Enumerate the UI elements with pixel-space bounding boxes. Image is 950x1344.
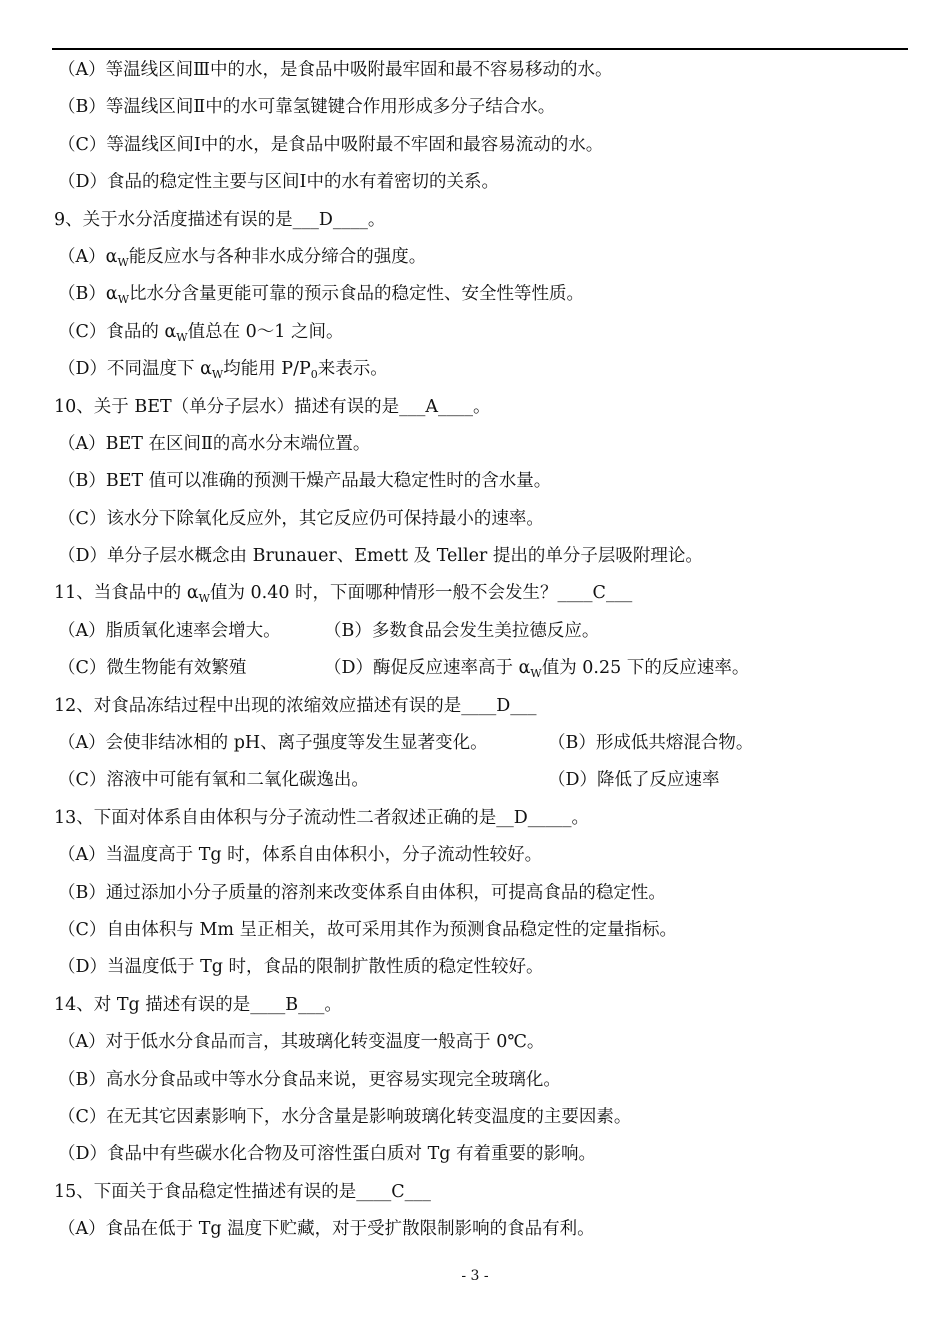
text: （D）食品中有些碳水化合物及可溶性蛋白质对 Tg 有着重要的影响。 xyxy=(58,1144,597,1165)
question-line xyxy=(54,688,914,725)
text: （A）对于低水分食品而言，其玻璃化转变温度一般高于 0℃。 xyxy=(58,1032,545,1053)
text: 值为 0.40 时，下面哪种情形一般不会发生？____C___ xyxy=(209,583,633,604)
text-segment xyxy=(58,949,544,986)
text: （B）α xyxy=(58,284,118,305)
text-segment xyxy=(58,762,548,799)
text-segment xyxy=(58,650,324,687)
option-line xyxy=(54,650,914,687)
text-segment xyxy=(58,314,344,351)
option-line xyxy=(54,875,914,912)
text-segment xyxy=(58,239,426,276)
subscript: W xyxy=(176,330,188,344)
question-line xyxy=(54,389,914,426)
subscript: W xyxy=(530,667,542,681)
text: （D）酶促反应速率高于 α xyxy=(324,658,531,679)
text: （C）微生物能有效繁殖 xyxy=(58,658,247,679)
option-line xyxy=(54,837,914,874)
text: （A）食品在低于 Tg 温度下贮藏，对于受扩散限制影响的食品有利。 xyxy=(58,1219,595,1240)
text: （B）多数食品会发生美拉德反应。 xyxy=(324,620,600,641)
text-segment xyxy=(58,501,544,538)
question-line xyxy=(54,987,914,1024)
text-segment xyxy=(58,912,677,949)
text-segment xyxy=(58,1136,596,1173)
text-segment xyxy=(58,463,551,500)
option-line xyxy=(54,1099,914,1136)
text-segment xyxy=(58,1099,631,1136)
text: （C）食品的 α xyxy=(58,321,177,342)
text-segment xyxy=(54,389,491,426)
option-line xyxy=(54,239,914,276)
text-segment xyxy=(58,52,613,89)
question-line xyxy=(54,202,914,239)
text: （D）不同温度下 α xyxy=(58,359,212,380)
option-line xyxy=(54,1024,914,1061)
text-segment xyxy=(58,725,548,762)
option-line xyxy=(54,276,914,313)
option-line xyxy=(54,127,914,164)
text: （B）高水分食品或中等水分食品来说，更容易实现完全玻璃化。 xyxy=(58,1069,561,1090)
text-segment xyxy=(54,202,385,239)
text: （D）降低了反应速率 xyxy=(548,770,720,791)
text: 13、下面对体系自由体积与分子流动性二者叙述正确的是__D_____。 xyxy=(54,807,590,828)
option-line xyxy=(54,613,914,650)
text: 11、当食品中的 α xyxy=(54,583,199,604)
text: 10、关于 BET（单分子层水）描述有误的是___A____。 xyxy=(54,396,491,417)
question-line xyxy=(54,575,914,612)
text: （C）等温线区间Ⅰ中的水，是食品中吸附最不牢固和最容易流动的水。 xyxy=(58,134,604,155)
text: 9、关于水分活度描述有误的是___D____。 xyxy=(54,209,386,230)
option-line xyxy=(54,1136,914,1173)
text-segment xyxy=(548,762,720,799)
text-segment xyxy=(58,1024,544,1061)
text: 均能用 P/P xyxy=(223,359,311,380)
text: （D）食品的稳定性主要与区间Ⅰ中的水有着密切的关系。 xyxy=(58,172,499,193)
document-body xyxy=(54,52,914,1249)
text-segment xyxy=(58,351,388,388)
text-segment xyxy=(58,1062,561,1099)
text-segment xyxy=(54,575,632,612)
option-line xyxy=(54,762,914,799)
text-segment xyxy=(548,725,753,762)
option-line xyxy=(54,501,914,538)
text: （B）通过添加小分子质量的溶剂来改变体系自由体积，可提高食品的稳定性。 xyxy=(58,882,666,903)
option-line xyxy=(54,1211,914,1248)
text-segment xyxy=(324,613,599,650)
text: （D）当温度低于 Tg 时，食品的限制扩散性质的稳定性较好。 xyxy=(58,957,544,978)
option-line xyxy=(54,426,914,463)
subscript: W xyxy=(198,592,210,606)
text: 12、对食品冻结过程中出现的浓缩效应描述有误的是____D___ xyxy=(54,695,537,716)
text: 比水分含量更能可靠的预示食品的稳定性、安全性等性质。 xyxy=(129,284,584,305)
page-number: - 3 - xyxy=(461,1268,489,1284)
text: （C）溶液中可能有氧和二氧化碳逸出。 xyxy=(58,770,369,791)
text-segment xyxy=(54,1174,431,1211)
option-line xyxy=(54,949,914,986)
question-line xyxy=(54,800,914,837)
text-segment xyxy=(58,538,703,575)
text-segment xyxy=(54,800,589,837)
text: 15、下面关于食品稳定性描述有误的是____C___ xyxy=(54,1181,431,1202)
text-segment xyxy=(58,127,603,164)
text-segment xyxy=(58,164,499,201)
text: （C）自由体积与 Mm 呈正相关，故可采用其作为预测食品稳定性的定量指标。 xyxy=(58,919,678,940)
text: 14、对 Tg 描述有误的是____B___。 xyxy=(54,994,342,1015)
text: （C）在无其它因素影响下，水分含量是影响玻璃化转变温度的主要因素。 xyxy=(58,1106,632,1127)
subscript: W xyxy=(117,255,129,269)
text: （A）α xyxy=(58,246,118,267)
subscript: 0 xyxy=(310,368,318,382)
text: （A）会使非结冰相的 pH、离子强度等发生显著变化。 xyxy=(58,733,488,754)
option-line xyxy=(54,1062,914,1099)
option-line xyxy=(54,314,914,351)
text: （B）等温线区间Ⅱ中的水可靠氢键键合作用形成多分子结合水。 xyxy=(58,97,556,118)
text-segment xyxy=(58,1211,595,1248)
text: （D）单分子层水概念由 Brunauer、Emett 及 Teller 提出的单分子层吸附理论。 xyxy=(58,546,703,567)
text: （A）BET 在区间Ⅱ的高水分末端位置。 xyxy=(58,433,371,454)
text: （B）BET 值可以准确的预测干燥产品最大稳定性时的含水量。 xyxy=(58,471,552,492)
option-line xyxy=(54,89,914,126)
option-line xyxy=(54,725,914,762)
text-segment xyxy=(58,276,584,313)
option-line xyxy=(54,164,914,201)
subscript: W xyxy=(117,293,129,307)
text-segment xyxy=(58,875,666,912)
text: （A）当温度高于 Tg 时，体系自由体积小，分子流动性较好。 xyxy=(58,845,543,866)
text-segment xyxy=(58,89,555,126)
text-segment xyxy=(54,987,342,1024)
text-segment xyxy=(58,837,542,874)
text: （B）形成低共熔混合物。 xyxy=(548,733,754,754)
text-segment xyxy=(324,650,749,687)
text: 来表示。 xyxy=(317,359,388,380)
subscript: W xyxy=(211,368,224,382)
text: 能反应水与各种非水成分缔合的强度。 xyxy=(128,246,427,267)
text: （A）脂质氧化速率会增大。 xyxy=(58,620,281,641)
text: 值总在 0～1 之间。 xyxy=(187,321,344,342)
header-rule xyxy=(52,48,908,50)
option-line xyxy=(54,52,914,89)
text-segment xyxy=(58,613,324,650)
text: 值为 0.25 下的反应速率。 xyxy=(541,658,750,679)
text: （A）等温线区间Ⅲ中的水，是食品中吸附最牢固和最不容易移动的水。 xyxy=(58,60,613,80)
option-line xyxy=(54,538,914,575)
text-segment xyxy=(54,688,537,725)
option-line xyxy=(54,351,914,388)
option-line xyxy=(54,463,914,500)
question-line xyxy=(54,1174,914,1211)
text: （C）该水分下除氧化反应外，其它反应仍可保持最小的速率。 xyxy=(58,508,544,529)
option-line xyxy=(54,912,914,949)
text-segment xyxy=(58,426,370,463)
